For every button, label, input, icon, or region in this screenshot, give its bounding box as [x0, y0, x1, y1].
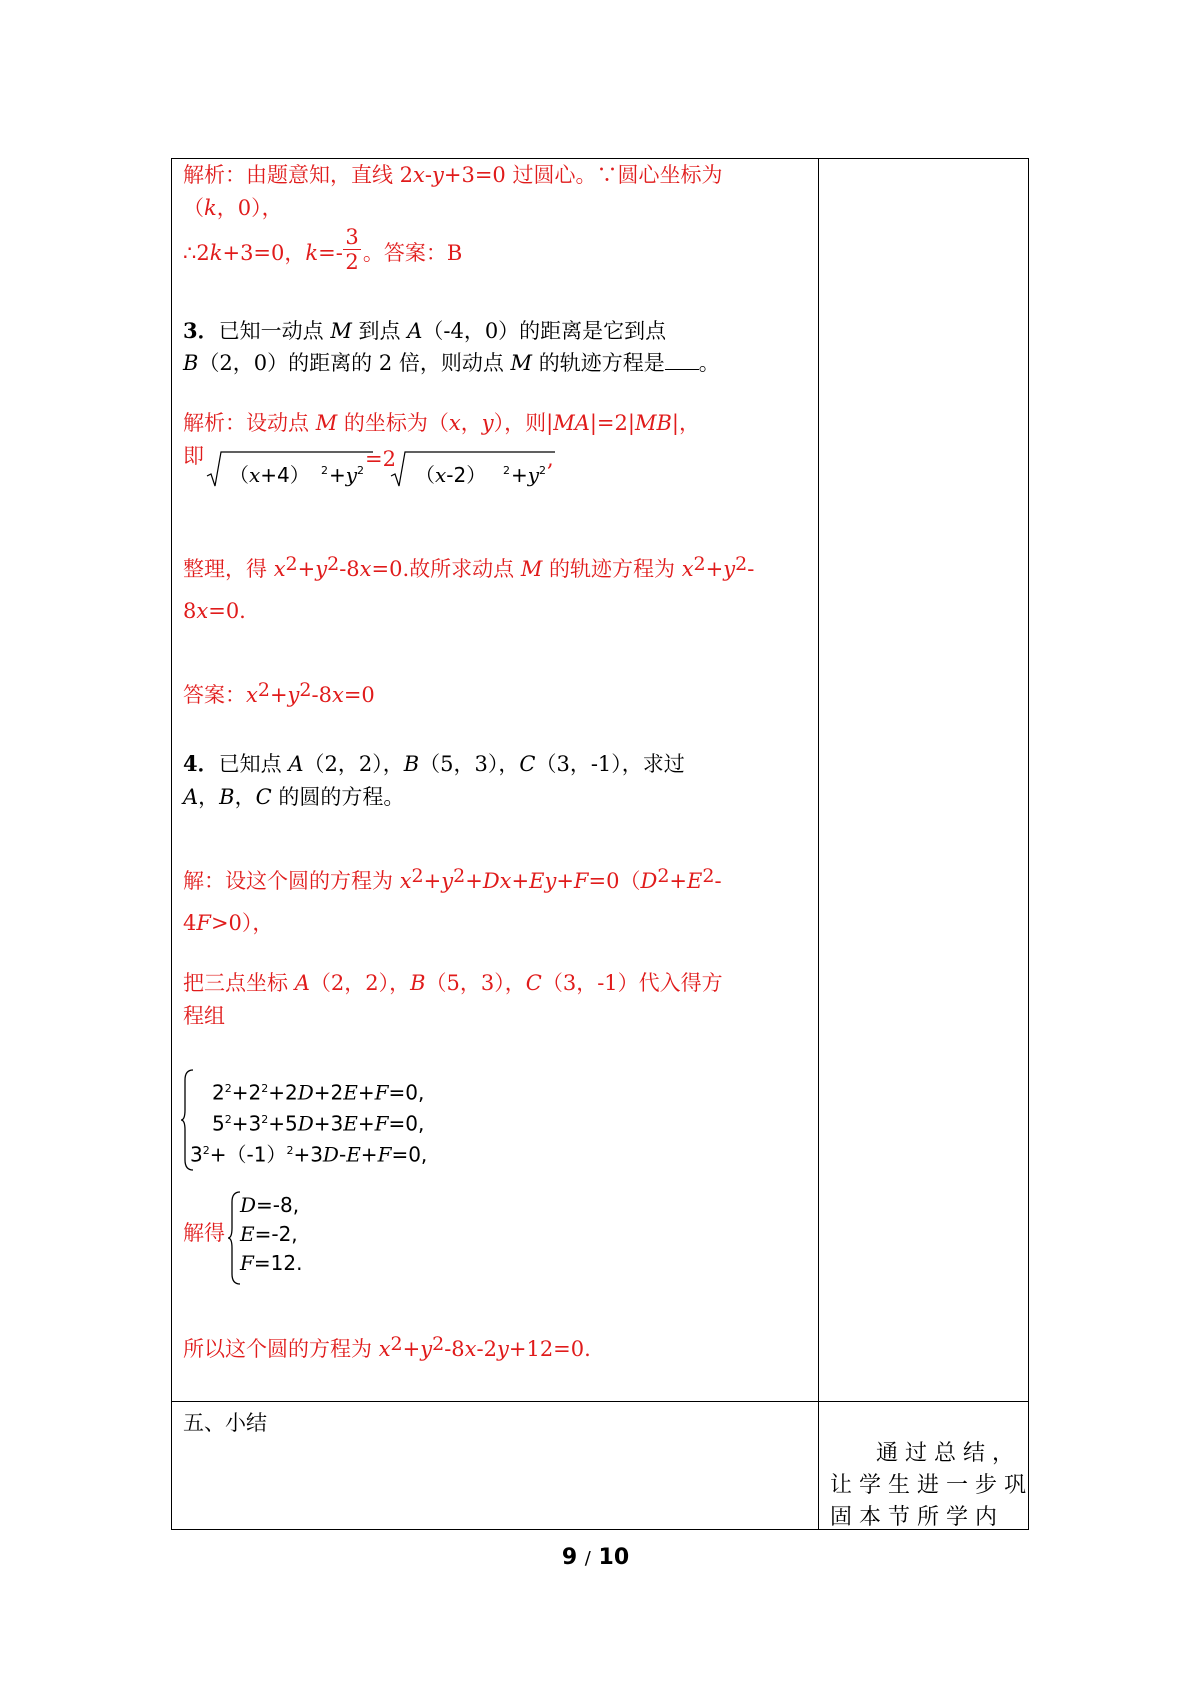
frac-denominator: 2 [345, 250, 359, 274]
radical-equation [205, 446, 555, 488]
analysis1-line2: （k，0）， [183, 196, 283, 220]
svg-text:2: 2 [503, 464, 510, 477]
q3-line2: B（2，0）的距离的 2 倍，则动点 M 的轨迹方程是 。 [183, 351, 720, 375]
q4-sol-line1: 解：设这个圆的方程为 $x^2+y^2+Dx+Ey+F=0(D^2+E^2-$ [183, 865, 722, 893]
svg-text:,: , [547, 447, 554, 471]
q4-line1: 4．已知点 A（2，2），B（5，3），C（3，-1），求过 [183, 751, 685, 776]
solve-label: 解得 [183, 1221, 225, 1245]
q4-conclusion: 所以这个圆的方程为 $x^2+y^2-8x-2y+12=0$. [183, 1333, 591, 1361]
frac-numerator: 3 [345, 225, 359, 249]
q4-sol-line2: 4F>0）， [183, 911, 274, 935]
svg-text:2: 2 [539, 464, 546, 477]
q3-number: 3 [183, 318, 198, 343]
svg-text:（x+4）: （x+4） [229, 463, 310, 487]
system-eq1: $2^2+2^2+2D+2E+F=0$, [212, 1080, 425, 1105]
row-divider [171, 1401, 1029, 1402]
system-eq2: $5^2+3^2+5D+3E+F=0$, [212, 1111, 425, 1136]
page-separator: / [584, 1548, 591, 1569]
result-f: F=12. [240, 1251, 303, 1275]
svg-text:=2: =2 [365, 447, 396, 471]
system-eq3: $3^2+(-1)^2+3D-E+F=0$, [190, 1142, 428, 1167]
q3-answer: 答案：$x^2+y^2-8x=0$ [183, 679, 375, 707]
side-note-line3: 固本节所学内 [830, 1505, 1005, 1530]
svg-text:+y: +y [329, 463, 358, 487]
result-d: D=-8, [240, 1193, 300, 1217]
result-e: E=-2, [240, 1222, 298, 1246]
fraction-three-halves [343, 226, 361, 273]
answer-blank [665, 349, 699, 370]
column-divider [818, 158, 819, 1530]
q4-sol-line3: 把三点坐标 A（2，2），B（5，3），C（3，-1）代入得方 [183, 971, 723, 995]
analysis1-line3: ∴2k+3=0，k=- 。答案：B [183, 241, 463, 265]
svg-text:2: 2 [357, 464, 364, 477]
q4-number: 4 [183, 751, 198, 776]
q3-sol-line3: 整理，得 $x^2+y^2-8x=0$.故所求动点 M 的轨迹方程为 $x^2+y^2-$ [183, 553, 755, 581]
analysis1-line1: 解析：由题意知，直线 2x-y+3=0 过圆心。∵圆心坐标为 [183, 163, 723, 187]
svg-text:（x-2）: （x-2） [415, 463, 487, 487]
q3-sol-line1: 解析：设动点 M 的坐标为（x，y），则|MA|=2|MB|， [183, 411, 700, 435]
q3-line1: 3．已知一动点 M 到点 A（-4，0）的距离是它到点 [183, 318, 667, 343]
svg-text:+y: +y [511, 463, 540, 487]
q3-sol-line4: 8x=0. [183, 599, 246, 623]
q4-line2: A，B，C 的圆的方程。 [183, 785, 405, 809]
page-current: 9 [561, 1545, 578, 1570]
summary-title: 五、小结 [183, 1411, 267, 1435]
q3-sol-prefix: 即 [183, 444, 204, 468]
page-number [0, 1545, 1191, 1570]
page-total: 10 [598, 1545, 630, 1570]
side-note-line2: 让学生进一步巩 [830, 1473, 1034, 1498]
side-note-line1: 通过总结， [876, 1441, 1022, 1466]
q4-sol-line4: 程组 [183, 1004, 225, 1028]
svg-text:2: 2 [321, 464, 328, 477]
